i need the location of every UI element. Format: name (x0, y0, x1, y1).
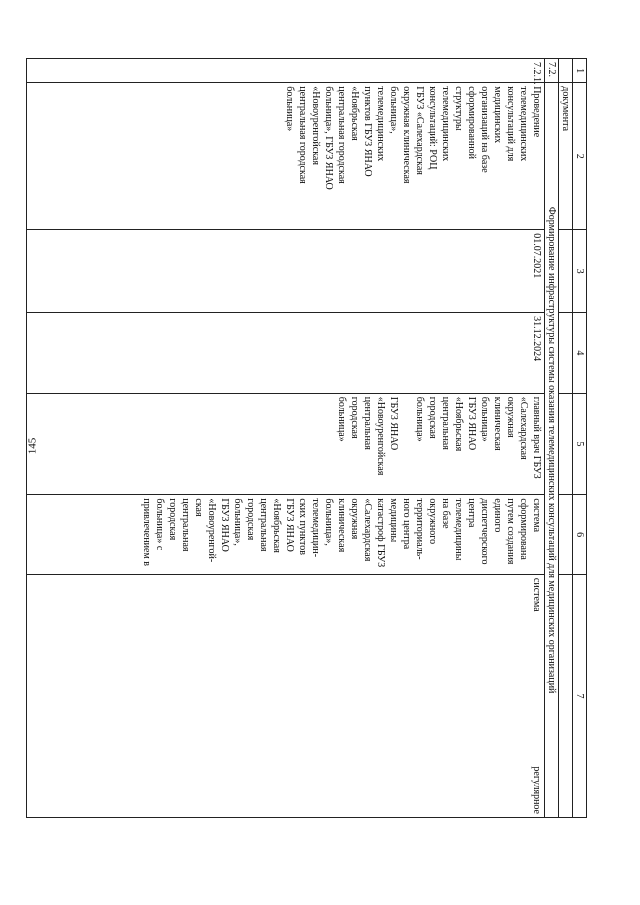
event-name: Проведение телемедицинских консультаций для медицинских организаций на базе сформированной структуры телемедицинских консультаций: РОЦ ГБУЗ «Салехардская окружная клиническая больница», телемедицинских пунктов ГБУЗ ЯНАО «Ноябрьская центральная городская больница», ГБУЗ ЯНАО «Новоуренгойская центральная городская больница» (27, 83, 545, 230)
column-number-row (573, 59, 587, 818)
table-row (27, 59, 545, 818)
end-date: 31.12.2024 (27, 313, 545, 394)
col-number-1: 1 (573, 59, 587, 83)
result-type (27, 574, 545, 817)
section-number: 7.2. (545, 59, 559, 83)
col-number-3: 3 (573, 230, 587, 313)
result-type-left: система (531, 577, 542, 612)
col-number-4: 4 (573, 313, 587, 394)
col-number-6: 6 (573, 495, 587, 575)
continuation-text: документа (559, 83, 573, 230)
responsible-person: главный врач ГБУЗ «Салехардская окружная клиническая больница» ГБУЗ ЯНАО «Ноябрьская центральная городская больница» ГБУЗ ЯНАО «Новоуренгойская центральная городская больница» (27, 393, 545, 495)
col-number-2: 2 (573, 83, 587, 230)
section-title: Формирование инфраструктуры системы оказания телемедицинских консультаций для медицинских организаций (545, 83, 559, 818)
col-number-7: 7 (573, 574, 587, 817)
continuation-row (559, 59, 573, 818)
start-date: 01.07.2021 (27, 230, 545, 313)
result-type-right: регулярное (531, 766, 542, 814)
col-number-5: 5 (573, 393, 587, 495)
row-number: 7.2.1. (27, 59, 545, 83)
page-number: 145 (26, 437, 39, 455)
section-row (545, 59, 559, 818)
plan-table (26, 58, 587, 818)
expected-result: система сформирована путем создания единого диспетчерского центра телемедицины на базе окружного территориаль- ного центра медицины катастроф ГБУЗ «Салехардская окружная клиническая больница», телемедицин- ских пунктов ГБУЗ ЯНАО «Ноябрьская центральная городская больница», ГБУЗ ЯНАО «Новоуренгой- ская центральная городская больница» с привлечением в (27, 495, 545, 575)
